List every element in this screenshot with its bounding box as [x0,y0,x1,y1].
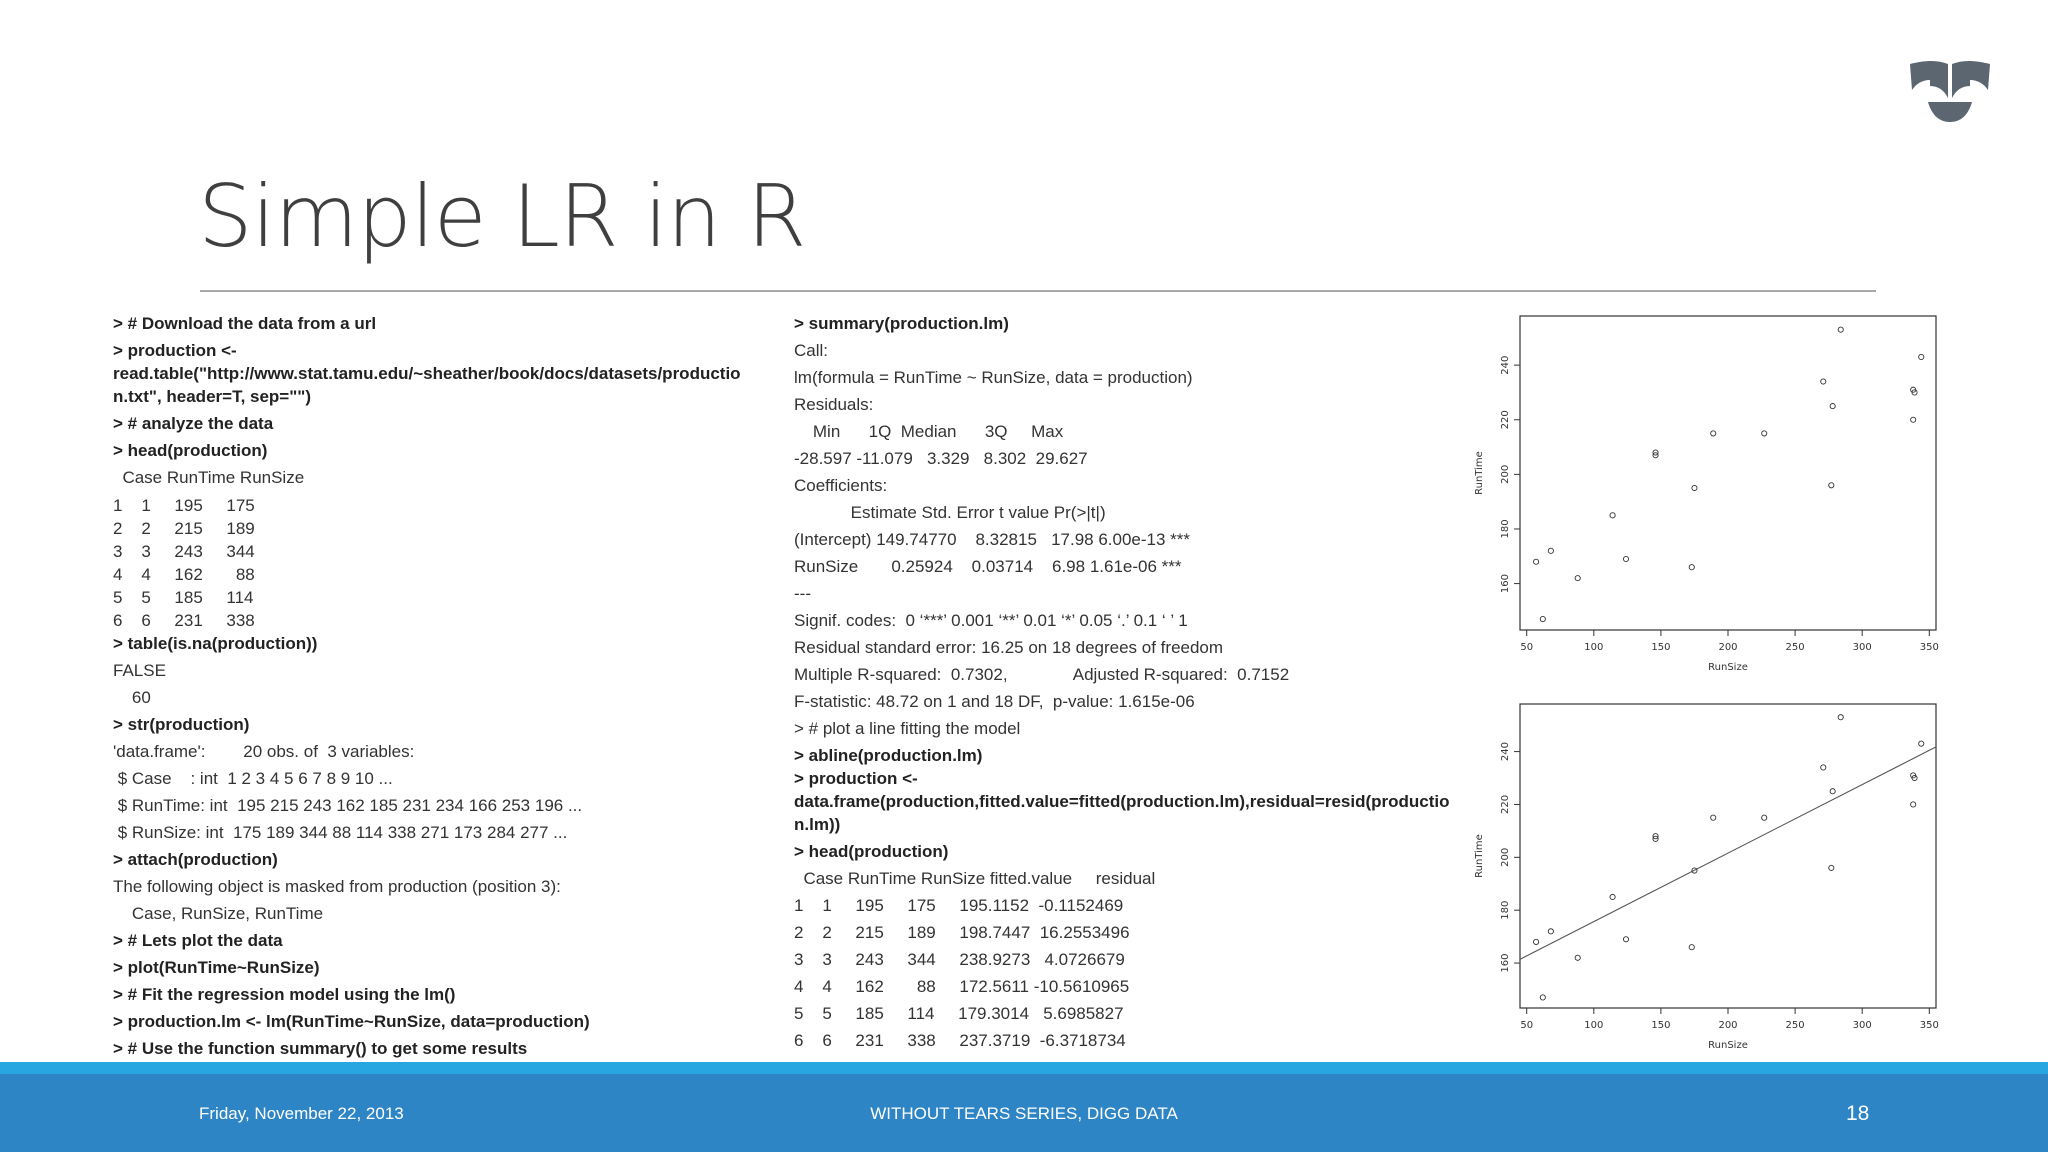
data-point [1692,485,1697,490]
code-line: n.lm)) [794,815,841,834]
code-line: --- [794,584,811,603]
x-tick-label: 150 [1651,1020,1671,1031]
slide-title: Simple LR in R [198,167,806,267]
code-line: > production <- [794,769,918,788]
code-line: 4 4 162 88 [113,565,255,584]
y-tick-label: 160 [1500,574,1511,594]
x-tick-label: 150 [1651,642,1671,653]
data-point [1548,548,1553,553]
code-line: 1 1 195 175 195.1152 -0.1152469 [794,896,1124,915]
x-tick-label: 200 [1718,642,1738,653]
code-line: data.frame(production,fitted.value=fitted(production.lm),residual=resid(productio [794,792,1450,811]
code-line: > attach(production) [113,850,278,869]
code-line: 'data.frame': 20 obs. of 3 variables: [113,742,415,761]
data-point [1610,894,1615,899]
code-line: > # plot a line fitting the model [794,719,1021,738]
x-tick-label: 200 [1718,1020,1738,1031]
footer-accent-stripe [0,1062,2048,1074]
data-point [1830,404,1835,409]
university-logo-icon [1908,58,1992,124]
data-point [1689,565,1694,570]
data-point [1575,955,1580,960]
code-line: $ RunSize: int 175 189 344 88 114 338 271 173 284 277 ... [113,823,568,842]
code-line: Coefficients: [794,476,888,495]
data-point [1711,431,1716,436]
data-point [1548,929,1553,934]
code-line: > production.lm <- lm(RunTime~RunSize, data=production) [113,1012,590,1031]
y-tick-label: 240 [1500,355,1511,375]
x-tick-label: 250 [1785,1020,1805,1031]
code-line: Signif. codes: 0 ‘***’ 0.001 ‘**’ 0.01 ‘*’ 0.05 ‘.’ 0.1 ‘ ’ 1 [794,611,1188,630]
y-tick-label: 160 [1500,953,1511,973]
code-line: > # Use the function summary() to get some results [113,1039,528,1058]
data-point [1689,945,1694,950]
x-tick-label: 350 [1919,1020,1939,1031]
x-tick-label: 300 [1852,642,1872,653]
data-point [1762,815,1767,820]
code-line: 1 1 195 175 [113,496,255,515]
x-tick-label: 250 [1785,642,1805,653]
code-line: > production <- [113,341,237,360]
code-line: 6 6 231 338 237.3719 -6.3718734 [794,1031,1126,1050]
code-line: $ Case : int 1 2 3 4 5 6 7 8 9 10 ... [113,769,393,788]
scatter-plot-svg [1468,308,1948,684]
code-line: Residual standard error: 16.25 on 18 degrees of freedom [794,638,1224,657]
code-line: 2 2 215 189 198.7447 16.2553496 [794,923,1130,942]
y-tick-label: 200 [1500,847,1511,867]
data-point [1762,431,1767,436]
data-point [1911,802,1916,807]
code-line: Multiple R-squared: 0.7302, Adjusted R-squared: 0.7152 [794,665,1290,684]
code-line: Case RunTime RunSize fitted.value residual [794,869,1156,888]
footer-date: Friday, November 22, 2013 [199,1104,404,1123]
code-line: The following object is masked from production (position 3): [113,877,561,896]
x-tick-label: 300 [1852,1020,1872,1031]
code-line: > # Fit the regression model using the lm() [113,985,456,1004]
code-line: -28.597 -11.079 3.329 8.302 29.627 [794,449,1088,468]
code-line: FALSE [113,661,166,680]
y-axis-label: RunTime [1474,834,1485,878]
code-line: 5 5 185 114 179.3014 5.6985827 [794,1004,1124,1023]
data-point [1540,995,1545,1000]
code-line: n.txt", header=T, sep="") [113,387,312,406]
y-tick-label: 220 [1500,794,1511,814]
scatter-plot-with-regression-line [1468,696,1948,1058]
code-line: F-statistic: 48.72 on 1 and 18 DF, p-value: 1.615e-06 [794,692,1195,711]
code-line: > # Download the data from a url [113,314,377,333]
data-point [1821,765,1826,770]
code-line: Case RunTime RunSize [113,468,305,487]
x-axis-label: RunSize [1708,1040,1748,1051]
x-axis-label: RunSize [1708,662,1748,673]
y-tick-label: 200 [1500,464,1511,484]
footer-series-title: WITHOUT TEARS SERIES, DIGG DATA [870,1104,1178,1123]
code-line: > plot(RunTime~RunSize) [113,958,320,977]
regression-plot-svg [1468,696,1948,1058]
data-point [1575,576,1580,581]
plot-frame [1520,316,1936,630]
y-tick-label: 220 [1500,410,1511,430]
x-tick-label: 100 [1584,1020,1604,1031]
data-point [1610,513,1615,518]
code-line: Call: [794,341,829,360]
code-line: $ RunTime: int 195 215 243 162 185 231 234 166 253 196 ... [113,796,583,815]
y-tick-label: 180 [1500,900,1511,920]
data-point [1540,616,1545,621]
data-point [1829,865,1834,870]
code-line: 6 6 231 338 [113,611,255,630]
code-line: Case, RunSize, RunTime [113,904,324,923]
data-point [1838,715,1843,720]
code-line: > summary(production.lm) [794,314,1009,333]
x-tick-label: 50 [1520,1020,1534,1031]
code-line: (Intercept) 149.74770 8.32815 17.98 6.00e-13 *** [794,530,1191,549]
y-axis-label: RunTime [1474,451,1485,495]
code-line: lm(formula = RunTime ~ RunSize, data = production) [794,368,1193,387]
code-line: > # analyze the data [113,414,274,433]
data-point [1711,815,1716,820]
y-tick-label: 240 [1500,742,1511,762]
code-line: > # Lets plot the data [113,931,283,950]
code-line: > head(production) [113,441,268,460]
code-line: > head(production) [794,842,949,861]
y-tick-label: 180 [1500,519,1511,539]
data-point [1830,789,1835,794]
code-line: > abline(production.lm) [794,746,983,765]
code-line: read.table("http://www.stat.tamu.edu/~sheather/book/docs/datasets/productio [113,364,741,383]
x-tick-label: 50 [1520,642,1534,653]
data-point [1829,483,1834,488]
data-point [1838,327,1843,332]
code-line: 4 4 162 88 172.5611 -10.5610965 [794,977,1130,996]
data-point [1534,559,1539,564]
data-point [1919,354,1924,359]
code-line: 60 [113,688,151,707]
code-line: 3 3 243 344 238.9273 4.0726679 [794,950,1125,969]
code-line: > table(is.na(production)) [113,634,318,653]
data-point [1821,379,1826,384]
data-point [1919,741,1924,746]
slide-footer [0,1074,2048,1152]
code-line: 3 3 243 344 [113,542,255,561]
data-point [1911,417,1916,422]
code-line: > str(production) [113,715,250,734]
code-line: 5 5 185 114 [113,588,254,607]
data-point [1534,939,1539,944]
plot-frame [1520,704,1936,1008]
code-line: Residuals: [794,395,874,414]
code-line: RunSize 0.25924 0.03714 6.98 1.61e-06 *** [794,557,1182,576]
page-number: 18 [1846,1102,1870,1125]
scatter-plot-runtime-vs-runsize [1468,308,1948,684]
code-line: 2 2 215 189 [113,519,255,538]
title-divider [200,290,1876,292]
code-line: Estimate Std. Error t value Pr(>|t|) [794,503,1106,522]
data-point [1623,937,1628,942]
regression-line [1520,747,1936,959]
x-tick-label: 100 [1584,642,1604,653]
code-line: Min 1Q Median 3Q Max [794,422,1064,441]
x-tick-label: 350 [1919,642,1939,653]
data-point [1623,556,1628,561]
